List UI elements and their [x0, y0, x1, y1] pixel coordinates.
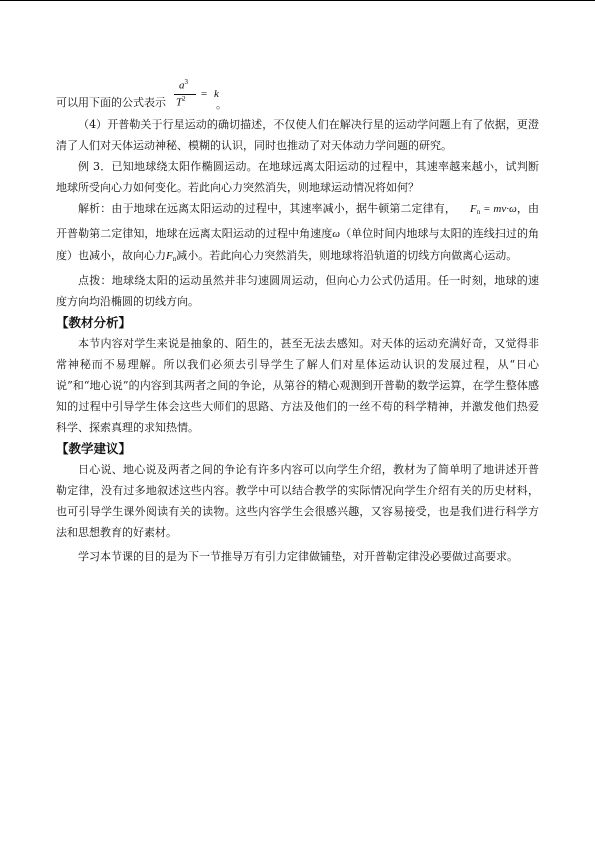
formula-rhs: k — [214, 88, 219, 100]
solution-paragraph: 解析：由于地球在远离太阳运动的过程中，其速率减小，据牛顿第二定律有， $F_n = mv\cdot\omega$，由开普勒第二定律知，地球在远离太阳运动的过程中角速度ω（单位时间内地球与太阳的连线扫过的角度）也减小，故向心力$F_n$减小。若此向心力突然消失，则地球将沿轨道的切线方向做离心运动。 — [56, 202, 540, 263]
formula-end: 。 — [216, 98, 227, 111]
top-rule — [0, 0, 595, 1]
formula-line — [56, 78, 539, 114]
formula-intro: 可以用下面的公式表示 — [56, 96, 166, 109]
formula-force: $F_n = mv\cdot\omega$ — [470, 203, 517, 216]
formula-equals: = — [201, 88, 208, 100]
heading-analysis: 【教材分析】 — [56, 315, 132, 330]
heading-suggestion: 【教学建议】 — [56, 441, 132, 456]
paragraph-kepler: （4）开普勒关于行星运动的确切描述，不仅使人们在解决行星的运动学问题上有了依据，更澄清了人们对天体运动神秘、模糊的认识，同时也推动了对天体动力学问题的研究。 — [56, 118, 539, 152]
formula-denominator: $T^2$ — [176, 95, 186, 109]
example-3: 例 3．已知地球绕太阳作椭圆运动。在地球远离太阳运动的过程中，其速率越来越小，试判断地球所受向心力如何变化。若此向心力突然消失，则地球运动情况将如何？ — [56, 160, 539, 194]
document-body — [56, 78, 539, 567]
analysis-paragraph: 本节内容对学生来说是抽象的、陌生的，甚至无法去感知。对天体的运动充满好奇，又觉得非常神秘而不易理解。所以我们必须去引导学生了解人们对星体运动认识的发展过程，从“日心说”和“地心说”的内容到其两者之间的争论，从第谷的精心观测到开普勒的数学运算，在学生整体感知的过程中引导学生体会这些大师们的思路、方法及他们的一丝不苟的科学精神，并激发他们热爱科学、探索真理的求知热情。 — [56, 337, 539, 434]
force-symbol: $F_n$ — [166, 250, 177, 263]
tip-paragraph: 点拨：地球绕太阳的运动虽然并非匀速圆周运动，但向心力公式仍适用。任一时刻，地球的速度方向均沿椭圆的切线方向。 — [56, 274, 539, 308]
suggestion-paragraph-1: 日心说、地心说及两者之间的争论有许多内容可以向学生介绍，教材为了简单明了地讲述开普勒定律，没有过多地叙述这些内容。教学中可以结合教学的实际情况向学生介绍有关的历史材料，也可引导学生课外阅读有关的读物。这些内容学生会很感兴趣，又容易接受，也是我们进行科学方法和思想教育的好素材。 — [56, 463, 539, 539]
omega-symbol: ω — [332, 228, 341, 240]
suggestion-paragraph-2: 学习本节课的目的是为下一节推导万有引力定律做铺垫，对开普勒定律没必要做过高要求。 — [78, 550, 518, 563]
formula-numerator: $a^3$ — [179, 78, 188, 92]
